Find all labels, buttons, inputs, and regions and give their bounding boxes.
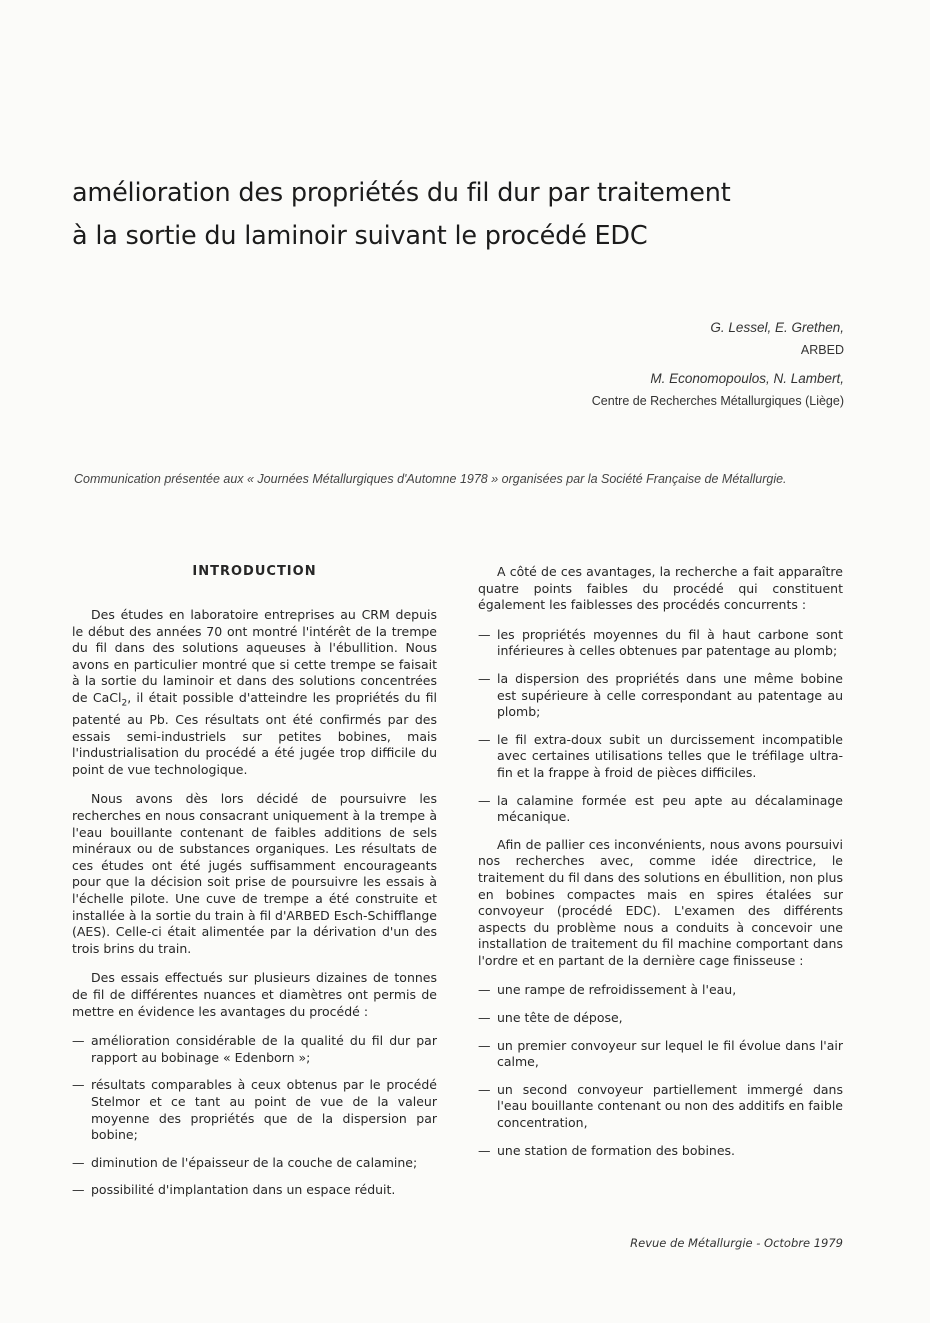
paragraph-5: Afin de pallier ces inconvénients, nous avons poursuivi nos recherches avec, comme idée directrice, le traitement du fil dans des solutions en ébullition, non plus en bobines compactes mais en spires étalées sur convoyeur (procédé EDC). L'examen des différents aspects du problème nous a conduits à concevoir une installation de traitement du fil machine comportant dans l'ordre et en partant de la dernière cage finisseuse :	[478, 836, 843, 968]
author-names-1: G. Lessel, E. Grethen,	[710, 320, 844, 335]
paragraph-1-part-a: Des études en laboratoire entreprises au CRM depuis le début des années 70 ont montré l'intérêt de la trempe du fil dans des solutions aqueuses à l'ébullition. Nous avons en particulier montré que si cette trempe se faisait à la sortie du laminoir et dans des solutions concentrées de CaCl	[72, 607, 437, 705]
list-item	[478, 793, 843, 826]
dash-marker: —	[478, 982, 491, 998]
list-item	[478, 1038, 843, 1071]
paragraph-1-part-b: , il était possible d'atteindre les propriétés du fil patenté au Pb. Ces résultats ont été confirmés par des essais semi-industriels sur petites bobines, mais l'industrialisation du procédé a été jugée trop difficile du point de vue technologique.	[72, 689, 437, 777]
dash-marker: —	[478, 1081, 491, 1097]
author-block	[592, 317, 844, 412]
paragraph-1	[72, 607, 437, 778]
right-column	[478, 564, 843, 1170]
list-item	[72, 1077, 437, 1143]
list-item	[478, 1010, 843, 1027]
dash-marker: —	[72, 1182, 85, 1198]
list-item	[478, 1143, 843, 1160]
list-item	[478, 1082, 843, 1132]
dash-marker: —	[72, 1033, 85, 1049]
list-item-text: une rampe de refroidissement à l'eau,	[497, 982, 737, 998]
section-heading: INTRODUCTION	[192, 564, 317, 579]
list-item-text: un second convoyeur partiellement immergé dans l'eau bouillante contenant ou non des additifs en faible concentration,	[497, 1081, 843, 1131]
list-item-text: le fil extra-doux subit un durcissement incompatible avec certaines utilisations telles que le tréfilage ultra-fin et la frappe à froid de pièces difficiles.	[497, 731, 843, 780]
title-line-1: amélioration des propriétés du fil dur par traitement	[72, 178, 731, 208]
list-item-text: une station de formation des bobines.	[497, 1142, 736, 1158]
left-column	[72, 564, 437, 1210]
dash-marker: —	[478, 670, 491, 686]
dash-marker: —	[478, 1142, 491, 1158]
communication-note: Communication présentée aux « Journées Métallurgiques d'Automne 1978 » organisées par la Société Française de Métallurgie.	[74, 472, 787, 486]
list-item-text: un premier convoyeur sur lequel le fil évolue dans l'air calme,	[497, 1037, 843, 1070]
dash-marker: —	[478, 792, 491, 808]
dash-marker: —	[72, 1154, 85, 1170]
list-item-text: une tête de dépose,	[497, 1010, 623, 1026]
list-item-text: résultats comparables à ceux obtenus par le procédé Stelmor et ce tant au point de vue de la valeur moyenne des propriétés que de la dispersion par bobine;	[91, 1077, 437, 1143]
list-item-text: possibilité d'implantation dans un espace réduit.	[91, 1182, 396, 1198]
article-title	[72, 172, 872, 258]
author-affiliation-2: Centre de Recherches Métallurgiques (Liège)	[591, 394, 844, 408]
author-affiliation-1: ARBED	[800, 343, 844, 357]
list-item-text: les propriétés moyennes du fil à haut carbone sont inférieures à celles obtenues par patentage au plomb;	[497, 626, 843, 659]
list-item	[478, 732, 843, 782]
paragraph-3: Des essais effectués sur plusieurs dizaines de tonnes de fil de différentes nuances et diamètres ont permis de mettre en évidence les avantages du procédé :	[72, 970, 437, 1019]
list-item	[478, 671, 843, 721]
list-item	[72, 1182, 437, 1199]
dash-marker: —	[72, 1077, 85, 1093]
list-item-text: diminution de l'épaisseur de la couche de calamine;	[91, 1154, 418, 1170]
title-line-2: à la sortie du laminoir suivant le procédé EDC	[72, 221, 648, 251]
list-item	[72, 1155, 437, 1172]
dash-marker: —	[478, 626, 491, 642]
paragraph-2: Nous avons dès lors décidé de poursuivre les recherches en nous consacrant uniquement à la trempe à l'eau bouillante contenant de faibles additions de sels minéraux ou de substances organiques. Les résultats de ces études ont été jugés suffisamment encourageants pour que la décision soit prise de poursuivre les essais à l'échelle pilote. Une cuve de trempe a été construite et installée à la sortie du train à fil d'ARBED Esch-Schifflange (AES). Celle-ci était alimentée par la dérivation d'un des trois brins du train.	[72, 791, 437, 956]
list-item	[478, 982, 843, 999]
dash-marker: —	[478, 1010, 491, 1026]
author-names-2: M. Economopoulos, N. Lambert,	[650, 371, 844, 386]
list-item-text: la calamine formée est peu apte au décalaminage mécanique.	[497, 792, 843, 825]
journal-footer: Revue de Métallurgie - Octobre 1979	[630, 1236, 843, 1250]
dash-marker: —	[478, 731, 491, 747]
paragraph-4: A côté de ces avantages, la recherche a fait apparaître quatre points faibles du procédé qui constituent également les faiblesses des procédés concurrents :	[478, 564, 843, 613]
list-item-text: amélioration considérable de la qualité du fil dur par rapport au bobinage « Edenborn »;	[91, 1033, 437, 1065]
subscript: 2	[121, 698, 128, 709]
dash-marker: —	[478, 1037, 491, 1053]
list-item	[72, 1033, 437, 1066]
list-item-text: la dispersion des propriétés dans une même bobine est supérieure à celle correspondant au patentage au plomb;	[497, 670, 843, 720]
list-item	[478, 627, 843, 660]
